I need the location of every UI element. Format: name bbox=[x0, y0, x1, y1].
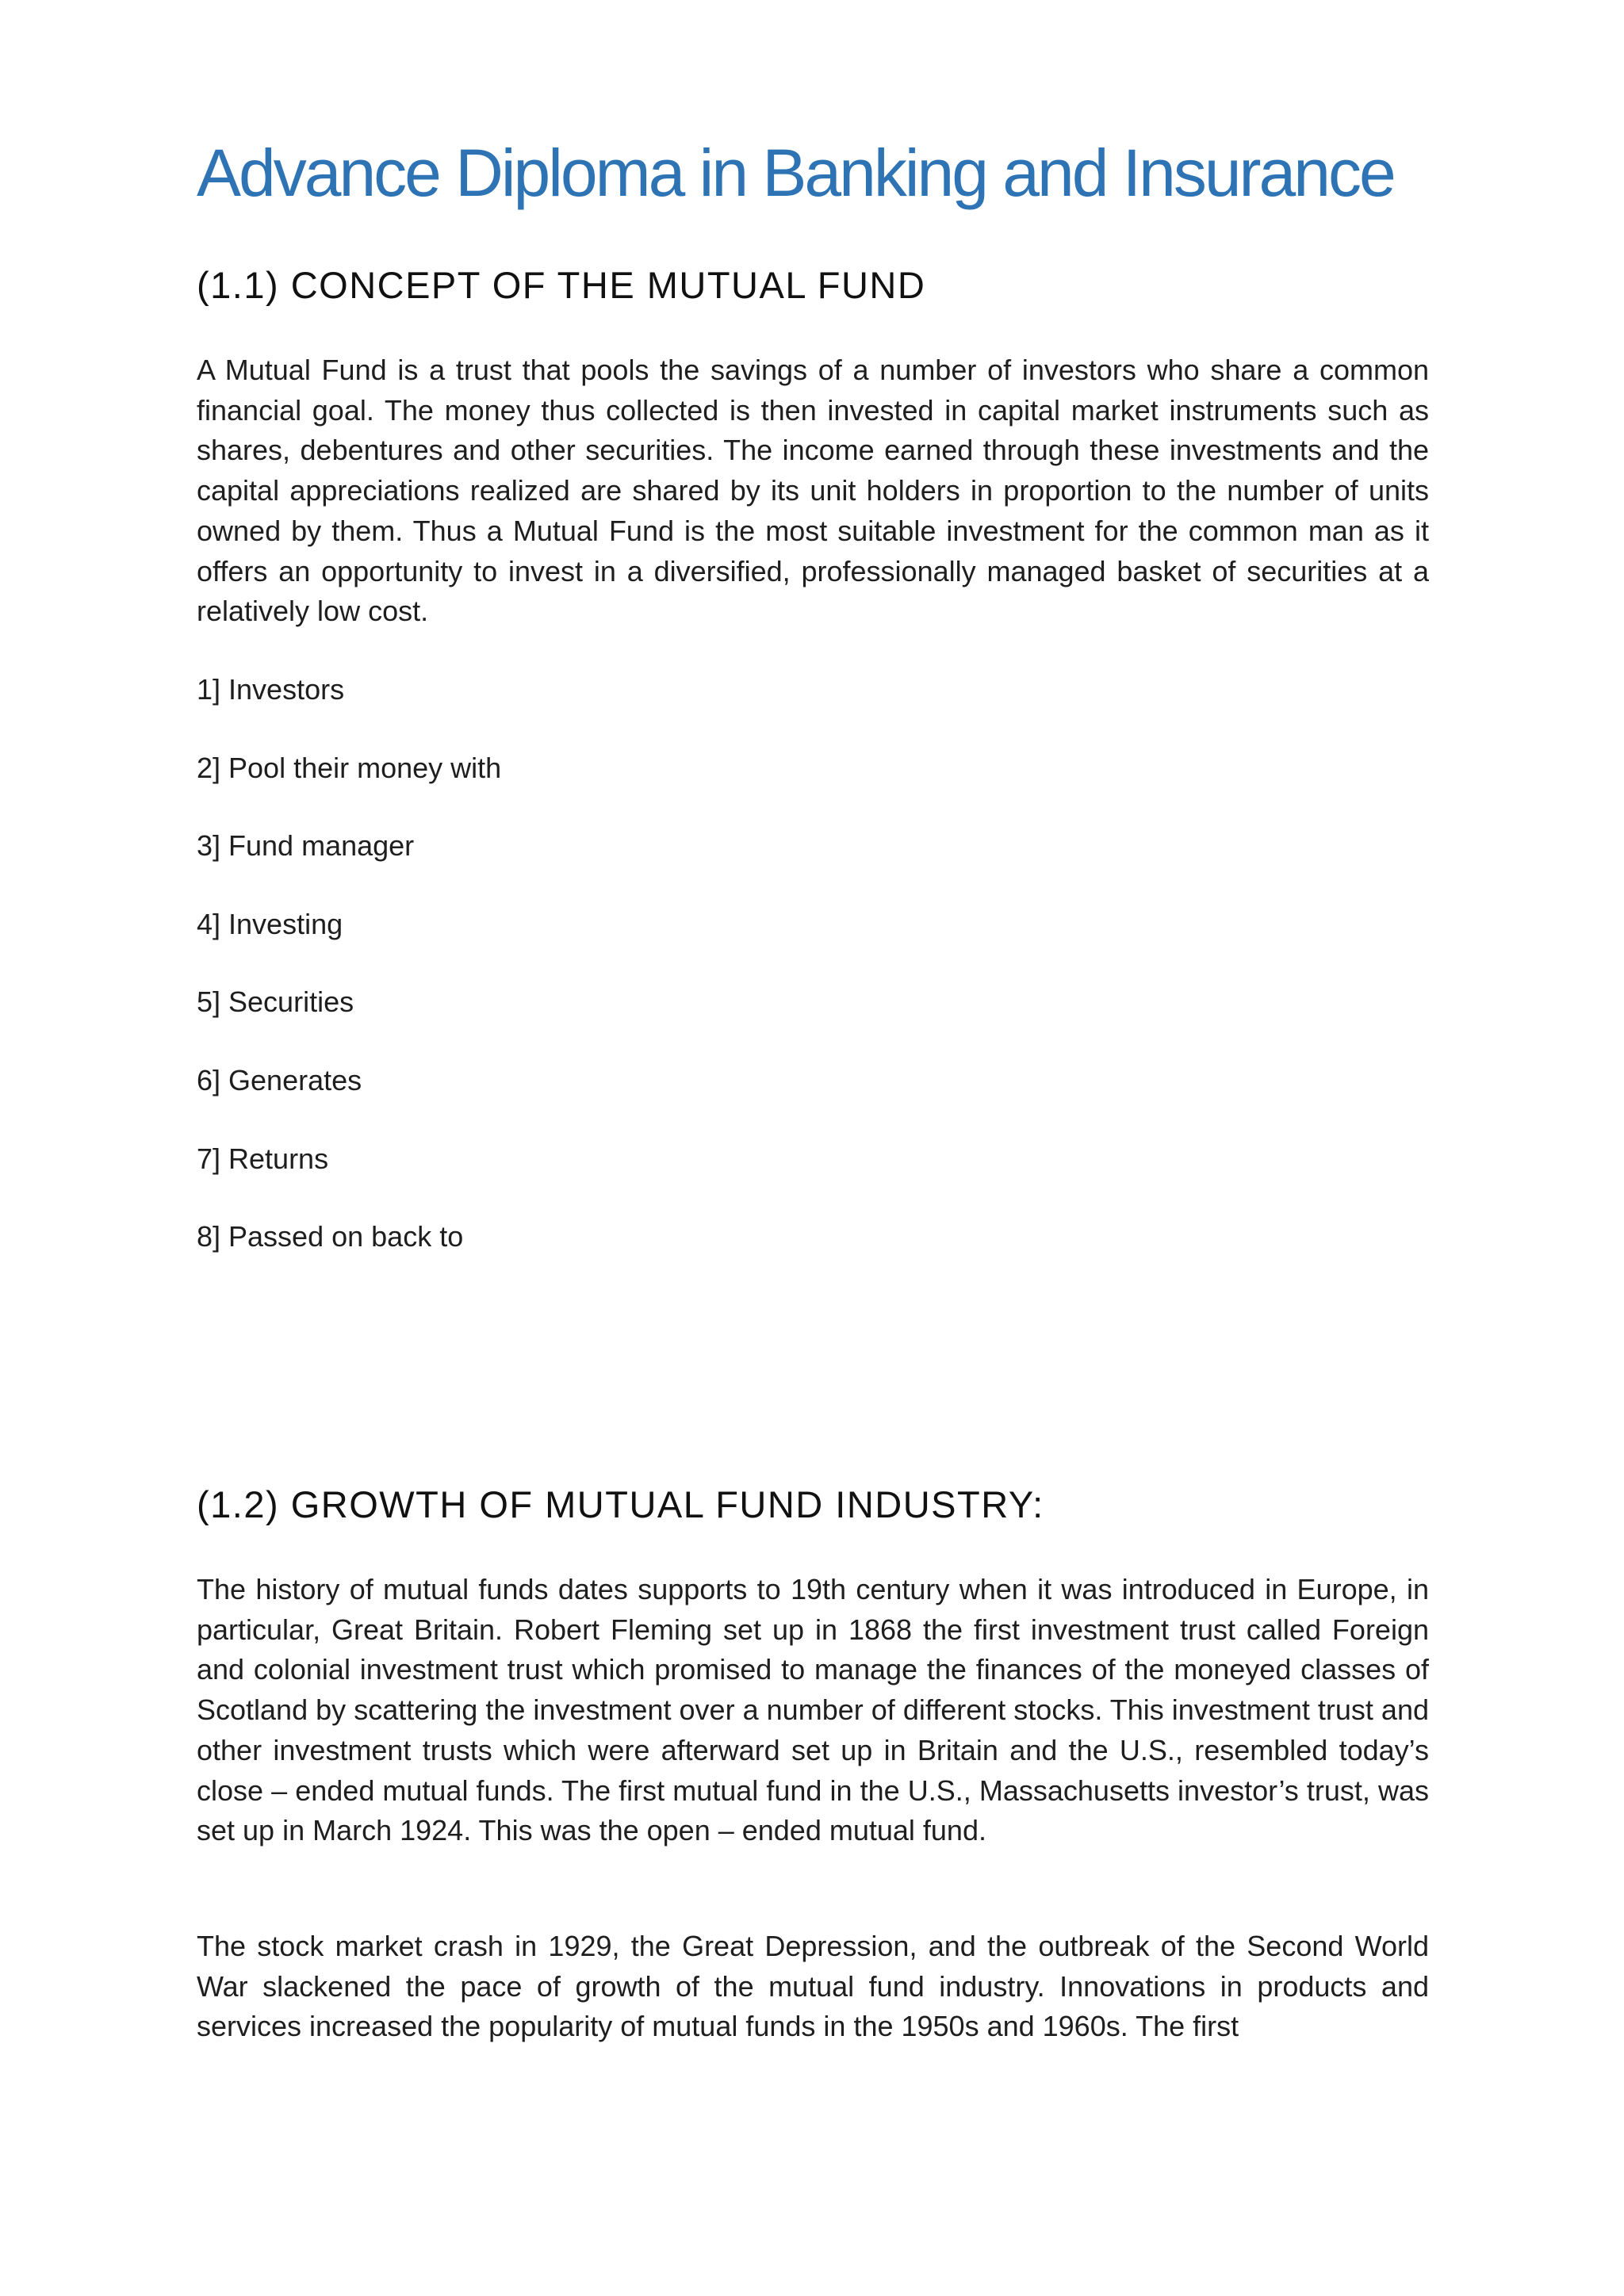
document-title: Advance Diploma in Banking and Insurance bbox=[197, 136, 1394, 210]
list-item: 5] Securities bbox=[197, 985, 354, 1019]
growth-paragraph-crash: The stock market crash in 1929, the Great Depression, and the outbreak of the Second World War slackened the pace of growth of the mutual fund industry. Innovations in products and services increased the popularity of mutual funds in the 1950s and 1960s. The first bbox=[197, 1930, 1429, 2043]
section-heading-concept: (1.1) CONCEPT OF THE MUTUAL FUND bbox=[197, 264, 926, 306]
section-heading-growth: (1.2) GROWTH OF MUTUAL FUND INDUSTRY: bbox=[197, 1483, 1044, 1525]
list-item: 6] Generates bbox=[197, 1063, 362, 1096]
list-item: 7] Returns bbox=[197, 1142, 329, 1175]
mutual-fund-flow-list bbox=[197, 670, 501, 1295]
list-item: 1] Investors bbox=[197, 673, 345, 706]
growth-paragraph-history: The history of mutual funds dates supports to 19th century when it was introduced in Europe, in particular, Great Britain. Robert Fleming set up in 1868 the first investment trust called Foreign and colonial investment trust which promised to manage the finances of the moneyed classes of Scotland by scattering the investment over a number of different stocks. This investment trust and other investment trusts which were afterward set up in Britain and the U.S., resembled today’s close – ended mutual funds. The first mutual fund in the U.S., Massachusetts investor’s trust, was set up in March 1924. This was the open – ended mutual fund. bbox=[197, 1573, 1429, 1847]
concept-paragraph: A Mutual Fund is a trust that pools the savings of a number of investors who share a common financial goal. The money thus collected is then invested in capital market instruments such as shares, debentures and other securities. The income earned through these investments and the capital appreciations realized are shared by its unit holders in proportion to the number of units owned by them. Thus a Mutual Fund is the most suitable investment for the common man as it offers an opportunity to invest in a diversified, professionally managed basket of securities at a relatively low cost. bbox=[197, 354, 1429, 628]
list-item: 8] Passed on back to bbox=[197, 1220, 464, 1253]
list-item: 3] Fund manager bbox=[197, 829, 415, 863]
list-item: 4] Investing bbox=[197, 907, 343, 940]
list-item: 2] Pool their money with bbox=[197, 751, 502, 784]
